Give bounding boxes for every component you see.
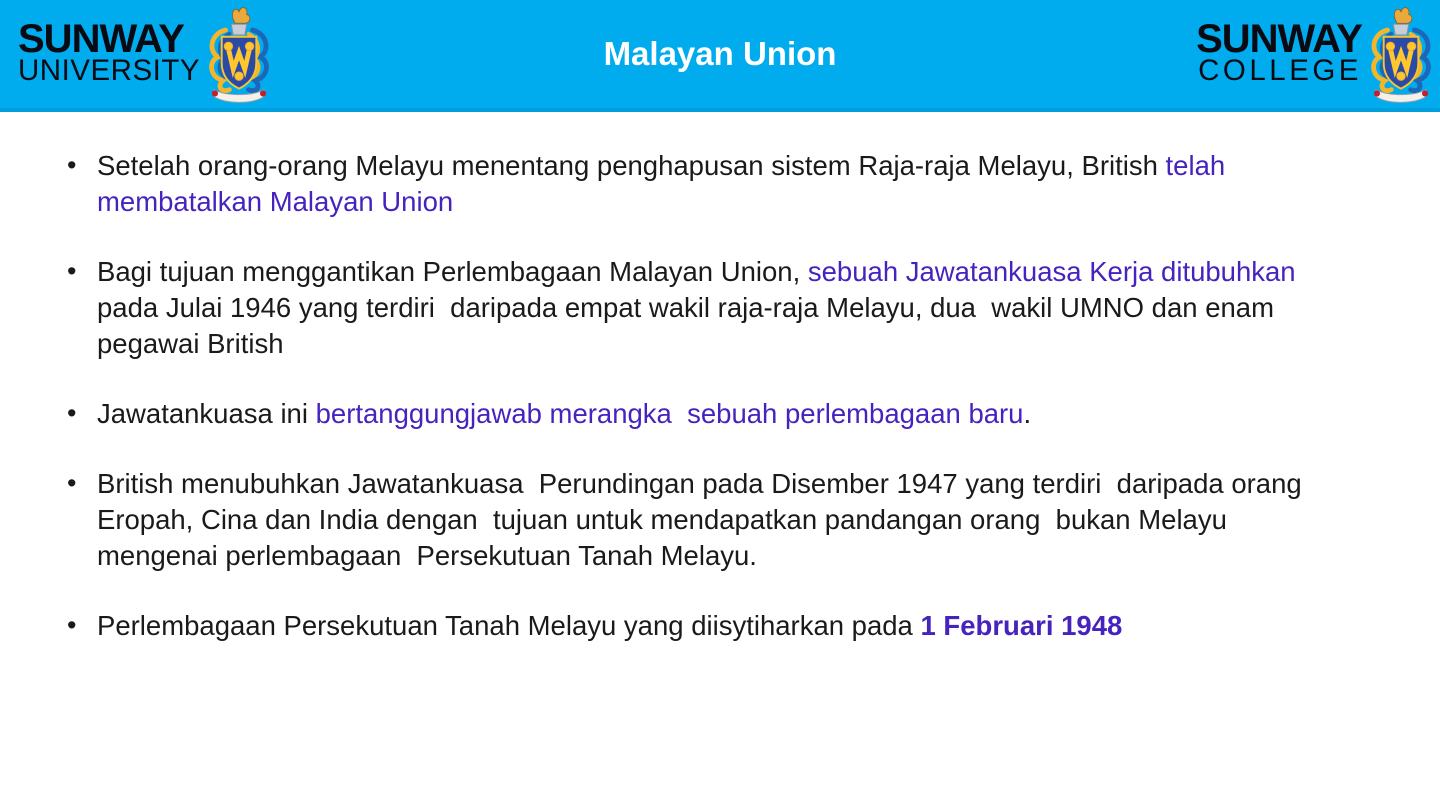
sunway-crest-icon	[206, 5, 272, 105]
list-item	[66, 148, 1348, 220]
bullet-text: Setelah orang-orang Melayu menentang penghapusan sistem Raja-raja Melayu, British	[97, 150, 1166, 181]
bullet-text: pada Julai 1946 yang terdiri daripada empat wakil raja-raja Melayu, dua wakil UMNO dan enam pegawai British	[97, 256, 1304, 359]
bullet-text-highlight: bertanggungjawab merangka sebuah perlembagaan baru	[315, 398, 1024, 429]
bullet-text-highlight: telah membatalkan Malayan Union	[97, 150, 1233, 217]
sunway-university-logo	[18, 3, 272, 105]
sunway-university-logo-text	[18, 17, 201, 88]
list-item	[66, 254, 1348, 362]
sunway-college-logo	[1196, 3, 1434, 105]
slide-body	[0, 112, 1440, 644]
bullet-text: British menubuhkan Jawatankuasa Perundingan pada Disember 1947 yang terdiri daripada orang Eropah, Cina dan India dengan tujuan untuk mendapatkan pandangan orang bukan Melayu mengenai perlembagaan Persekutuan Tanah Melayu.	[97, 468, 1310, 571]
bullet-text: .	[1023, 398, 1032, 429]
page-title: Malayan Union	[603, 35, 837, 72]
logo-line-sunway: SUNWAY	[18, 17, 184, 62]
logo-line-sunway: SUNWAY	[1196, 17, 1362, 62]
sunway-crest-icon	[1368, 5, 1434, 105]
sunway-college-logo-text	[1196, 17, 1362, 88]
bullet-list	[66, 148, 1348, 644]
logo-line-college: COLLEGE	[1198, 54, 1362, 88]
list-item	[66, 466, 1348, 574]
list-item	[66, 396, 1348, 432]
logo-line-university: UNIVERSITY	[18, 54, 201, 88]
header-bar	[0, 0, 1440, 112]
bullet-text: Jawatankuasa ini	[97, 398, 316, 429]
bullet-text: Bagi tujuan menggantikan Perlembagaan Malayan Union,	[97, 256, 808, 287]
bullet-text-highlight: sebuah Jawatankuasa Kerja ditubuhkan	[807, 256, 1296, 287]
bullet-text-highlight: 1 Februari 1948	[920, 610, 1123, 641]
bullet-text: Perlembagaan Persekutuan Tanah Melayu yang diisytiharkan pada	[97, 610, 921, 641]
list-item	[66, 608, 1348, 644]
